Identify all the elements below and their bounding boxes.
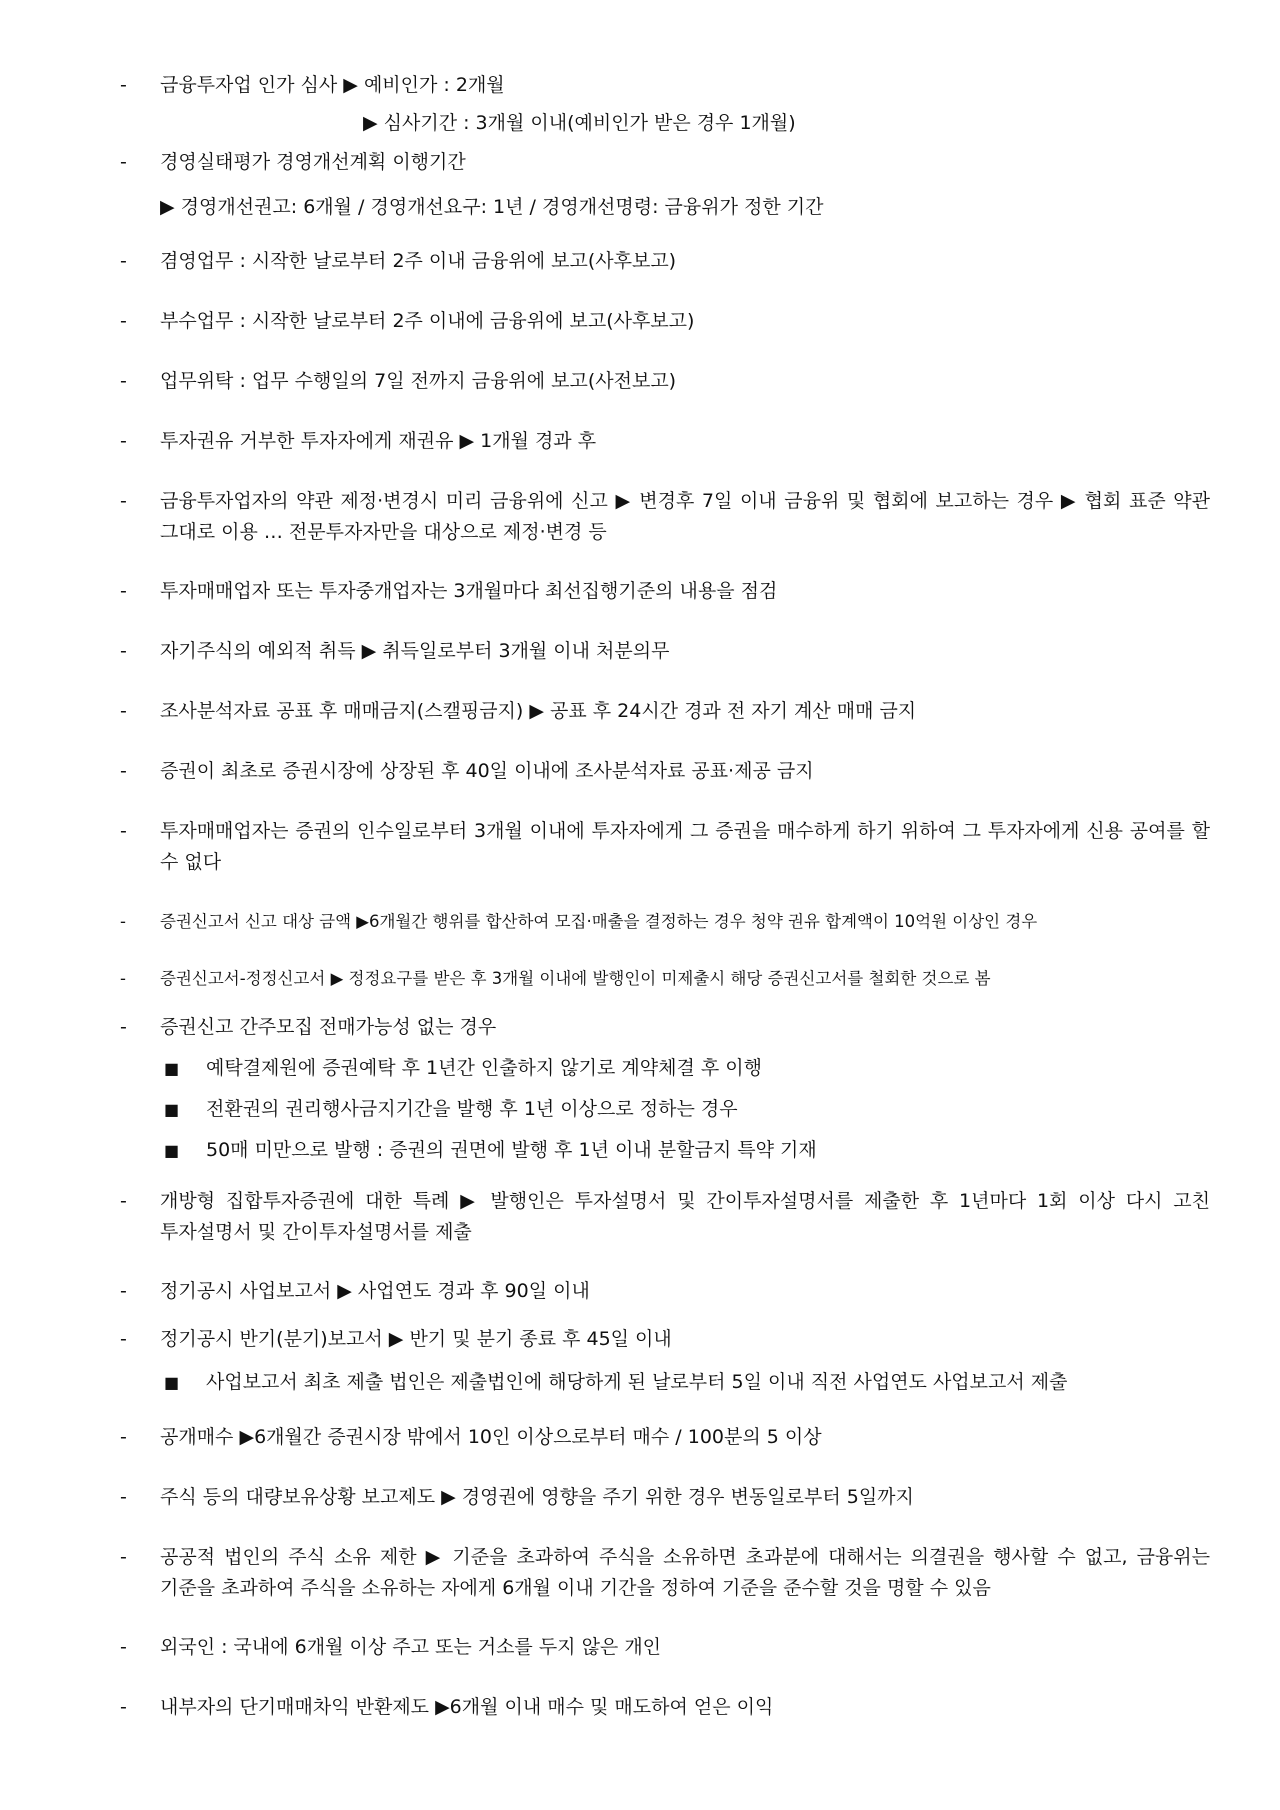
item-text: 경영실태평가 경영개선계획 이행기간 xyxy=(160,151,466,173)
item-text: 증권이 최초로 증권시장에 상장된 후 40일 이내에 조사분석자료 공표·제공 금지 xyxy=(160,760,814,782)
dash-bullet: - xyxy=(120,310,127,332)
item-continuation: ▶ 경영개선권고: 6개월 / 경영개선요구: 1년 / 경영개선명령: 금융위가 정한 기간 xyxy=(160,196,824,218)
dash-bullet: - xyxy=(120,1190,127,1212)
dash-bullet: - xyxy=(120,1426,127,1448)
item-text: 자기주식의 예외적 취득 ▶ 취득일로부터 3개월 이내 처분의무 xyxy=(160,640,670,662)
dash-bullet: - xyxy=(120,1016,127,1038)
dash-bullet: - xyxy=(120,74,127,96)
item-text: 조사분석자료 공표 후 매매금지(스캘핑금지) ▶ 공표 후 24시간 경과 전 자기 계산 매매 금지 xyxy=(160,700,917,722)
square-bullet: ■ xyxy=(164,1373,180,1392)
square-bullet: ■ xyxy=(164,1059,180,1078)
dash-bullet: - xyxy=(120,640,127,662)
dash-bullet: - xyxy=(120,820,127,842)
item-text: 부수업무 : 시작한 날로부터 2주 이내에 금융위에 보고(사후보고) xyxy=(160,310,695,332)
dash-bullet: - xyxy=(120,1696,127,1718)
item-text: 금융투자업 인가 심사 ▶ 예비인가 : 2개월 xyxy=(160,74,505,96)
item-text: 내부자의 단기매매차익 반환제도 ▶6개월 이내 매수 및 매도하여 얻은 이익 xyxy=(160,1696,774,1718)
item-text: 증권신고서 신고 대상 금액 ▶6개월간 행위를 합산하여 모집·매출을 결정하는 경우 청약 권유 합계액이 10억원 이상인 경우 xyxy=(160,912,1038,931)
square-bullet: ■ xyxy=(164,1100,180,1119)
square-bullet: ■ xyxy=(164,1141,180,1160)
item-text: 외국인 : 국내에 6개월 이상 주고 또는 거소를 두지 않은 개인 xyxy=(160,1636,662,1658)
dash-bullet: - xyxy=(120,151,127,173)
item-text: 공공적 법인의 주식 소유 제한 ▶ 기준을 초과하여 주식을 소유하면 초과분에 대해서는 의결권을 행사할 수 없고, 금융위는 기준을 초과하여 주식을 소유하는 자에게 6개월 이내 기간을 정하여 기준을 준수할 것을 명할 수 있음 xyxy=(160,1546,1210,1599)
dash-bullet: - xyxy=(120,1486,127,1508)
dash-bullet: - xyxy=(120,580,127,602)
dash-bullet: - xyxy=(120,250,127,272)
dash-bullet: - xyxy=(120,490,127,512)
dash-bullet: - xyxy=(120,760,127,782)
sub-item-text: 예탁결제원에 증권예탁 후 1년간 인출하지 않기로 계약체결 후 이행 xyxy=(206,1057,762,1079)
item-continuation: ▶ 심사기간 : 3개월 이내(예비인가 받은 경우 1개월) xyxy=(363,112,796,134)
dash-bullet: - xyxy=(120,912,126,931)
item-text: 업무위탁 : 업무 수행일의 7일 전까지 금융위에 보고(사전보고) xyxy=(160,370,677,392)
item-text: 증권신고서-정정신고서 ▶ 정정요구를 받은 후 3개월 이내에 발행인이 미제출시 해당 증권신고서를 철회한 것으로 봄 xyxy=(160,969,991,988)
dash-bullet: - xyxy=(120,1280,127,1302)
item-text: 투자권유 거부한 투자자에게 재권유 ▶ 1개월 경과 후 xyxy=(160,430,597,452)
dash-bullet: - xyxy=(120,1636,127,1658)
sub-item-text: 사업보고서 최초 제출 법인은 제출법인에 해당하게 된 날로부터 5일 이내 직전 사업연도 사업보고서 제출 xyxy=(206,1371,1068,1393)
dash-bullet: - xyxy=(120,969,126,988)
dash-bullet: - xyxy=(120,1328,127,1350)
sub-item-text: 50매 미만으로 발행 : 증권의 권면에 발행 후 1년 이내 분할금지 특약 기재 xyxy=(206,1139,817,1161)
item-text: 투자매매업자는 증권의 인수일로부터 3개월 이내에 투자자에게 그 증권을 매수하게 하기 위하여 그 투자자에게 신용 공여를 할 수 없다 xyxy=(160,820,1210,873)
dash-bullet: - xyxy=(120,1546,127,1568)
item-text: 투자매매업자 또는 투자중개업자는 3개월마다 최선집행기준의 내용을 점검 xyxy=(160,580,778,602)
item-text: 개방형 집합투자증권에 대한 특례 ▶ 발행인은 투자설명서 및 간이투자설명서를 제출한 후 1년마다 1회 이상 다시 고친 투자설명서 및 간이투자설명서를 제출 xyxy=(160,1190,1210,1243)
sub-item-text: 전환권의 권리행사금지기간을 발행 후 1년 이상으로 정하는 경우 xyxy=(206,1098,738,1120)
item-text: 정기공시 사업보고서 ▶ 사업연도 경과 후 90일 이내 xyxy=(160,1280,590,1302)
item-text: 정기공시 반기(분기)보고서 ▶ 반기 및 분기 종료 후 45일 이내 xyxy=(160,1328,672,1350)
dash-bullet: - xyxy=(120,430,127,452)
item-text: 증권신고 간주모집 전매가능성 없는 경우 xyxy=(160,1016,497,1038)
item-text: 겸영업무 : 시작한 날로부터 2주 이내 금융위에 보고(사후보고) xyxy=(160,250,677,272)
item-text: 금융투자업자의 약관 제정·변경시 미리 금융위에 신고 ▶ 변경후 7일 이내 금융위 및 협회에 보고하는 경우 ▶ 협회 표준 약관 그대로 이용 … 전문투자자만을 대상으로 제정·변경 등 xyxy=(160,490,1210,543)
item-text: 주식 등의 대량보유상황 보고제도 ▶ 경영권에 영향을 주기 위한 경우 변동일로부터 5일까지 xyxy=(160,1486,914,1508)
item-text: 공개매수 ▶6개월간 증권시장 밖에서 10인 이상으로부터 매수 / 100분의 5 이상 xyxy=(160,1426,822,1448)
dash-bullet: - xyxy=(120,370,127,392)
dash-bullet: - xyxy=(120,700,127,722)
